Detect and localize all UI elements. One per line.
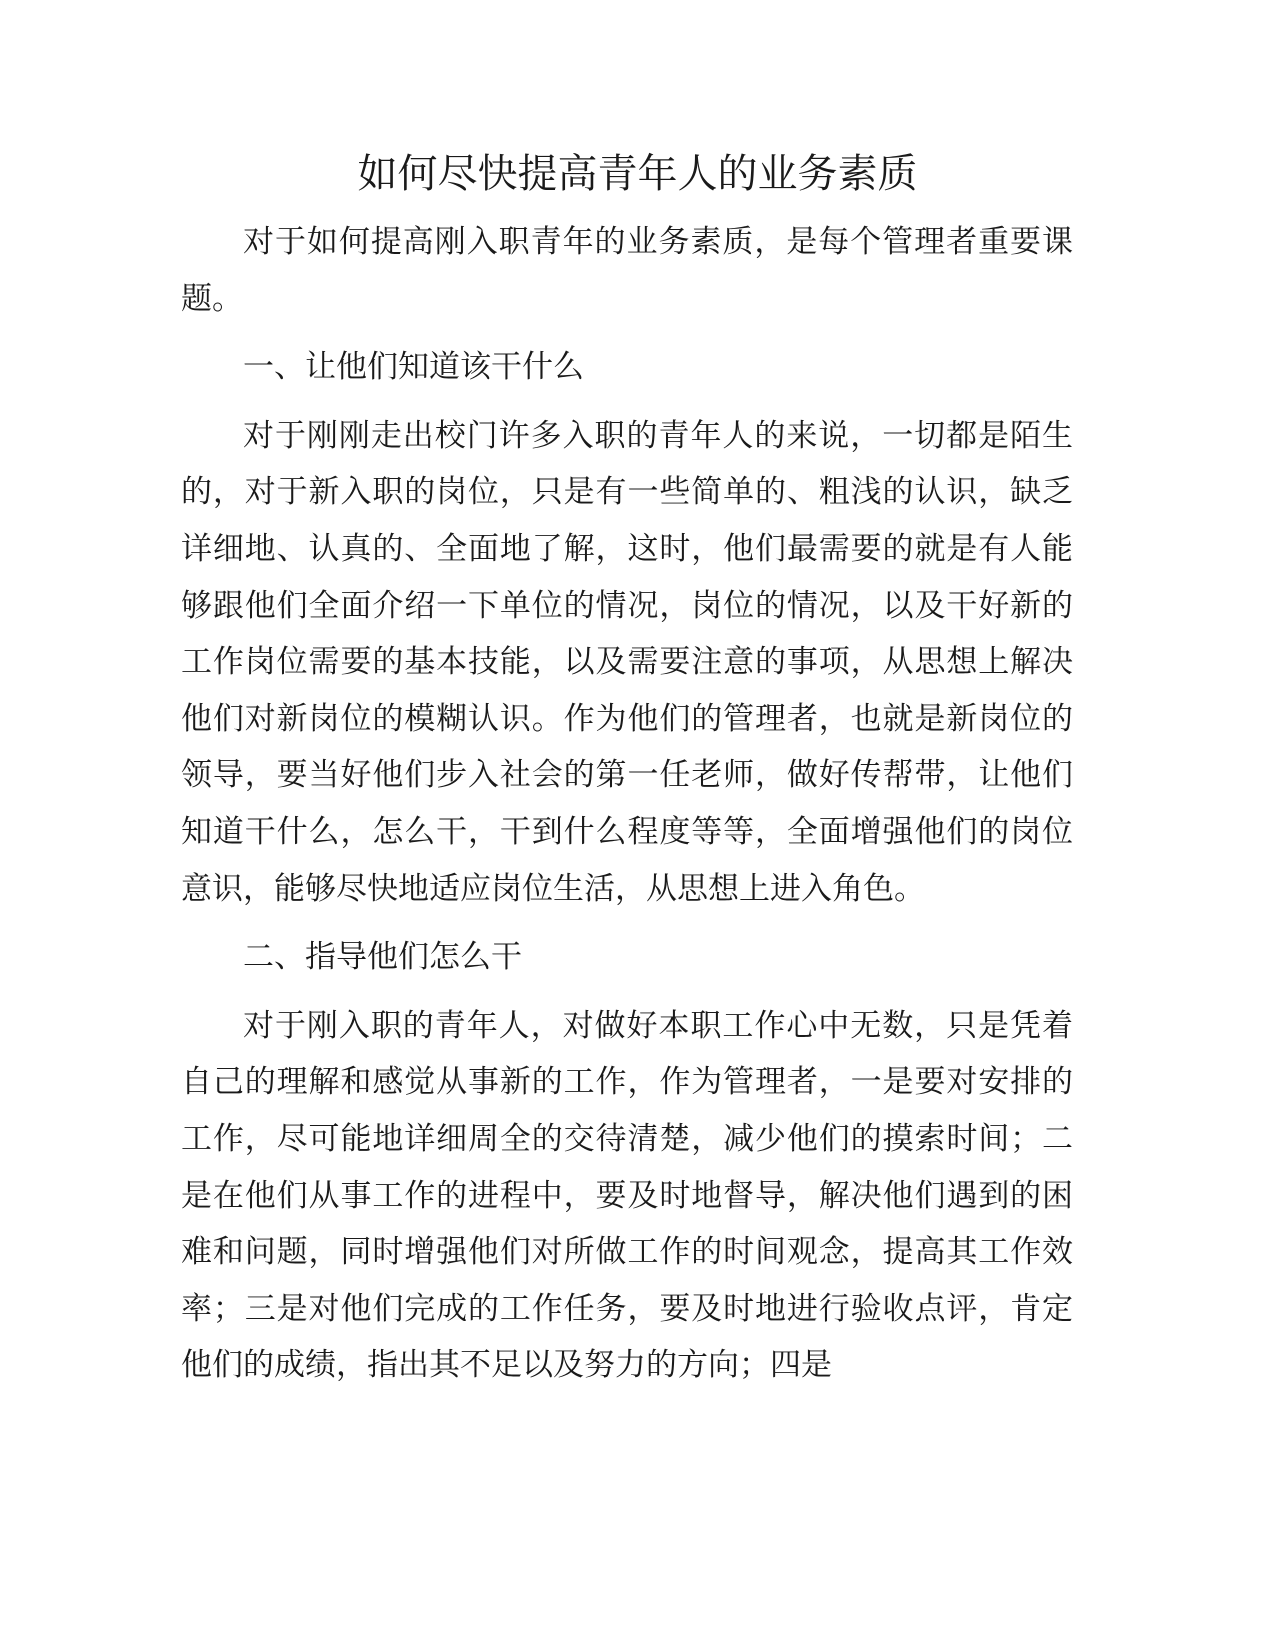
intro-paragraph: 对于如何提高刚入职青年的业务素质，是每个管理者重要课题。 <box>181 224 1073 317</box>
section-1-paragraph: 对于刚刚走出校门许多入职的青年人的来说，一切都是陌生的，对于新入职的岗位，只是有一些简单的、粗浅的认识，缺乏详细地、认真的、全面地了解，这时，他们最需要的就是有人能够跟他们全面介绍一下单位的情况，岗位的情况，以及干好新的工作岗位需要的基本技能，以及需要注意的事项，从思想上解决他们对新岗位的模糊认识。作为他们的管理者，也就是新岗位的领导，要当好他们步入社会的第一任老师，做好传帮带，让他们知道干什么，怎么干，干到什么程度等等，全面增强他们的岗位意识，能够尽快地适应岗位生活，从思想上进入角色。 <box>181 417 1073 907</box>
section-2-paragraph: 对于刚入职的青年人，对做好本职工作心中无数，只是凭着自己的理解和感觉从事新的工作，作为管理者，一是要对安排的工作，尽可能地详细周全的交待清楚，减少他们的摸索时间；二是在他们从事工作的进程中，要及时地督导，解决他们遇到的困难和问题，同时增强他们对所做工作的时间观念，提高其工作效率；三是对他们完成的工作任务，要及时地进行验收点评，肯定他们的成绩，指出其不足以及努力的方向；四是 <box>181 1007 1073 1384</box>
section-heading-1: 一、让他们知道该干什么 <box>243 349 584 386</box>
document-body <box>181 214 1073 1406</box>
document-title: 如何尽快提高青年人的业务素质 <box>357 151 918 197</box>
section-heading-2: 二、指导他们怎么干 <box>243 939 522 976</box>
